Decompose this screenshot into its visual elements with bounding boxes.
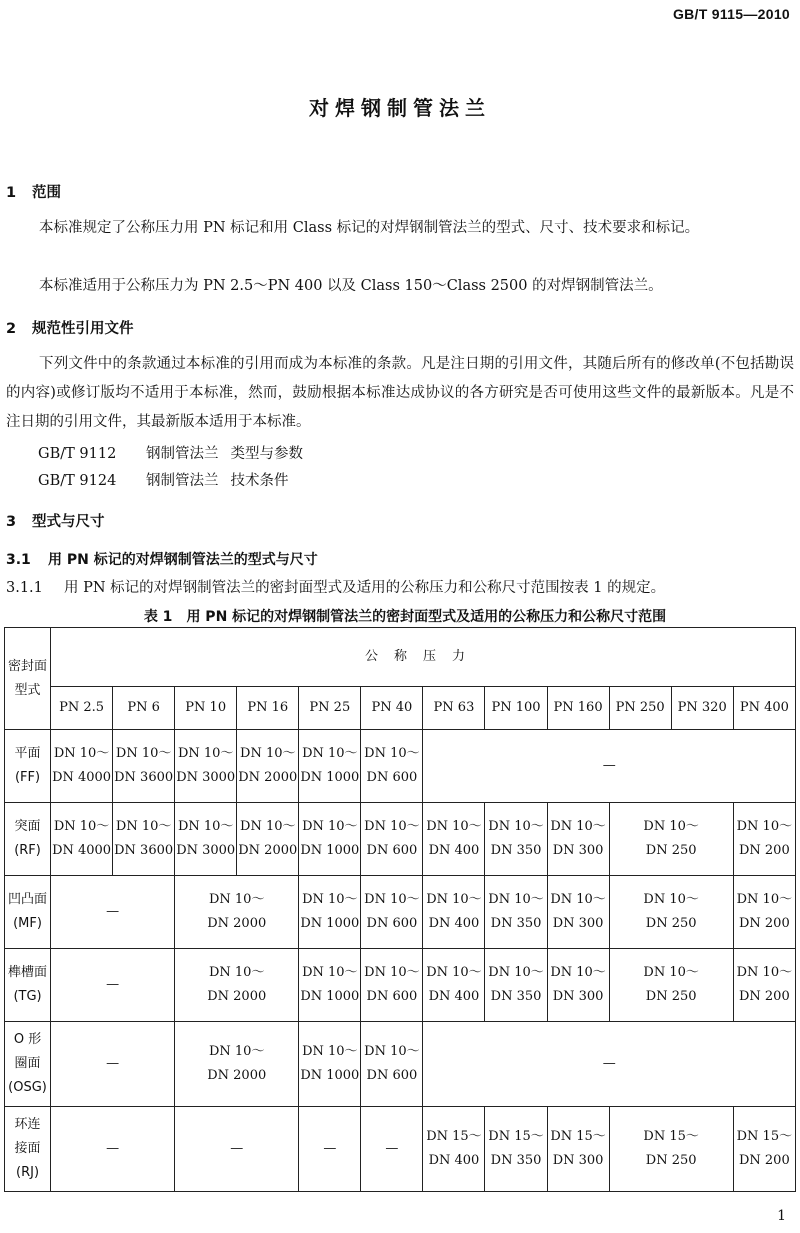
reference-subtitle: 类型与参数 bbox=[230, 446, 303, 462]
cell-text-line: DN 300 bbox=[552, 1153, 604, 1168]
cell-text-line: DN 10～ bbox=[643, 819, 699, 834]
cell-text-line: DN 10～ bbox=[488, 892, 544, 907]
range-cell bbox=[175, 949, 299, 1022]
pn-column-header: PN 320 bbox=[671, 687, 733, 730]
cell-text-line: DN 10～ bbox=[53, 819, 110, 834]
section-1-heading bbox=[6, 181, 61, 202]
cell-text-line: DN 200 bbox=[738, 843, 790, 858]
range-cell bbox=[299, 1022, 361, 1107]
not-applicable-cell: — bbox=[51, 949, 175, 1022]
range-cell bbox=[361, 876, 423, 949]
subsection-number: 3.1 bbox=[6, 552, 31, 568]
cell-text-line: DN 200 bbox=[738, 1153, 790, 1168]
range-cell bbox=[547, 949, 609, 1022]
reference-title: 钢制管法兰 bbox=[146, 473, 219, 489]
header-line: 密封面 bbox=[8, 658, 48, 674]
nominal-pressure-header: 公称压力 bbox=[51, 628, 796, 687]
range-cell bbox=[113, 803, 175, 876]
standard-code-header: GB/T 9115—2010 bbox=[672, 6, 790, 22]
pn-column-header: PN 40 bbox=[361, 687, 423, 730]
cell-text-line: DN 15～ bbox=[550, 1129, 606, 1144]
clause-text: 用 PN 标记的对焊钢制管法兰的密封面型式及适用的公称压力和公称尺寸范围按表 1 的规定。 bbox=[64, 580, 666, 596]
cell-text-line: DN 10～ bbox=[426, 819, 482, 834]
section-number: 2 bbox=[6, 321, 17, 337]
range-cell bbox=[609, 1107, 733, 1192]
cell-text-line: DN 10～ bbox=[364, 1044, 420, 1059]
range-cell bbox=[299, 803, 361, 876]
cell-text-line: DN 10～ bbox=[550, 965, 606, 980]
flange-range-table bbox=[4, 627, 796, 1192]
row-header bbox=[5, 1022, 51, 1107]
reference-code: GB/T 9124 bbox=[38, 473, 117, 489]
cell-text-line: DN 600 bbox=[366, 843, 418, 858]
cell-text-line: DN 400 bbox=[428, 1153, 480, 1168]
section-number: 3 bbox=[6, 514, 17, 530]
range-cell bbox=[485, 949, 547, 1022]
range-cell bbox=[423, 1107, 485, 1192]
cell-text-line: (TG) bbox=[13, 989, 42, 1004]
cell-text-line: DN 2000 bbox=[207, 916, 267, 931]
not-applicable-cell: — bbox=[51, 876, 175, 949]
range-cell bbox=[733, 876, 795, 949]
cell-text-line: DN 10～ bbox=[115, 819, 172, 834]
section-2-paragraph: 下列文件中的条款通过本标准的引用而成为本标准的条款。凡是注日期的引用文件，其随后所有的修改单(不包括勘误的内容)或修订版均不适用于本标准，然而，鼓励根据本标准达成协议的各方研究是否可使用这些文件的最新版本。凡是不注日期的引用文件，其最新版本适用于本标准。 bbox=[6, 356, 794, 430]
cell-text-line: (RJ) bbox=[16, 1165, 40, 1180]
cell-text-line: DN 3000 bbox=[176, 843, 236, 858]
cell-text-line: DN 10～ bbox=[302, 819, 358, 834]
header-line: 型式 bbox=[14, 682, 41, 698]
range-cell bbox=[361, 1022, 423, 1107]
cell-text-line: (RF) bbox=[14, 843, 41, 858]
pn-column-header: PN 2.5 bbox=[51, 687, 113, 730]
cell-text-line: 凹凸面 bbox=[8, 892, 48, 907]
cell-text-line: DN 10～ bbox=[364, 965, 420, 980]
cell-text-line: DN 250 bbox=[645, 843, 697, 858]
section-title: 规范性引用文件 bbox=[32, 321, 134, 337]
cell-text-line: DN 10～ bbox=[550, 892, 606, 907]
reference-title: 钢制管法兰 bbox=[146, 446, 219, 462]
range-cell bbox=[361, 803, 423, 876]
cell-text-line: 接面 bbox=[14, 1141, 41, 1156]
pn-column-header: PN 25 bbox=[299, 687, 361, 730]
not-applicable-cell: — bbox=[299, 1107, 361, 1192]
range-cell bbox=[423, 876, 485, 949]
not-applicable-cell: — bbox=[361, 1107, 423, 1192]
cell-text-line: DN 3600 bbox=[114, 843, 174, 858]
cell-text-line: DN 600 bbox=[366, 770, 418, 785]
not-applicable-cell: — bbox=[423, 1022, 796, 1107]
cell-text-line: DN 1000 bbox=[300, 770, 360, 785]
cell-text-line: (MF) bbox=[13, 916, 42, 931]
row-header bbox=[5, 949, 51, 1022]
range-cell bbox=[175, 730, 237, 803]
cell-text-line: DN 15～ bbox=[488, 1129, 544, 1144]
page-number: 1 bbox=[777, 1208, 786, 1224]
cell-text-line: DN 2000 bbox=[207, 989, 267, 1004]
range-cell bbox=[609, 803, 733, 876]
range-cell bbox=[485, 803, 547, 876]
cell-text-line: DN 10～ bbox=[426, 892, 482, 907]
pn-column-header: PN 160 bbox=[547, 687, 609, 730]
range-cell bbox=[175, 1022, 299, 1107]
cell-text-line: DN 1000 bbox=[300, 916, 360, 931]
cell-text-line: DN 10～ bbox=[177, 819, 234, 834]
table-title: 用 PN 标记的对焊钢制管法兰的密封面型式及适用的公称压力和公称尺寸范围 bbox=[186, 609, 667, 625]
cell-text-line: DN 300 bbox=[552, 989, 604, 1004]
range-cell bbox=[51, 730, 113, 803]
table-row-ff bbox=[5, 730, 796, 803]
range-cell bbox=[423, 949, 485, 1022]
range-cell bbox=[547, 1107, 609, 1192]
clause-3-1-1 bbox=[6, 576, 665, 597]
cell-text-line: (OSG) bbox=[8, 1080, 47, 1095]
cell-text-line: DN 15～ bbox=[736, 1129, 793, 1144]
cell-text-line: DN 600 bbox=[366, 916, 418, 931]
cell-text-line: DN 10～ bbox=[736, 965, 793, 980]
cell-text-line: DN 400 bbox=[428, 843, 480, 858]
cell-text-line: DN 10～ bbox=[302, 1044, 358, 1059]
cell-text-line: DN 10～ bbox=[208, 1044, 265, 1059]
subsection-title: 用 PN 标记的对焊钢制管法兰的型式与尺寸 bbox=[48, 552, 318, 568]
row-header bbox=[5, 876, 51, 949]
cell-text-line: DN 1000 bbox=[300, 1068, 360, 1083]
cell-text-line: DN 250 bbox=[645, 916, 697, 931]
cell-text-line: DN 10～ bbox=[240, 746, 296, 761]
table-row-mf bbox=[5, 876, 796, 949]
section-1-paragraph-1: 本标准规定了公称压力用 PN 标记和用 Class 标记的对焊钢制管法兰的型式、尺寸、技术要求和标记。 bbox=[39, 220, 700, 236]
pn-column-header: PN 63 bbox=[423, 687, 485, 730]
cell-text-line: DN 10～ bbox=[364, 892, 420, 907]
row-header bbox=[5, 1107, 51, 1192]
range-cell bbox=[733, 949, 795, 1022]
subsection-3-1-heading bbox=[6, 549, 318, 569]
table-row-rj bbox=[5, 1107, 796, 1192]
table-row-osg bbox=[5, 1022, 796, 1107]
cell-text-line: 突面 bbox=[14, 819, 41, 834]
cell-text-line: DN 250 bbox=[645, 989, 697, 1004]
cell-text-line: DN 10～ bbox=[736, 892, 793, 907]
cell-text-line: DN 10～ bbox=[208, 965, 265, 980]
table-number: 表 1 bbox=[143, 609, 173, 625]
cell-text-line: DN 4000 bbox=[52, 770, 112, 785]
cell-text-line: DN 600 bbox=[366, 1068, 418, 1083]
cell-text-line: 圈面 bbox=[14, 1056, 41, 1071]
cell-text-line: DN 10～ bbox=[364, 746, 420, 761]
pn-column-header: PN 6 bbox=[113, 687, 175, 730]
document-title: 对焊钢制管法兰 bbox=[309, 96, 491, 120]
reference-item bbox=[38, 469, 289, 490]
range-cell bbox=[237, 803, 299, 876]
cell-text-line: O 形 bbox=[13, 1032, 42, 1047]
range-cell bbox=[299, 876, 361, 949]
cell-text-line: DN 10～ bbox=[736, 819, 793, 834]
range-cell bbox=[361, 730, 423, 803]
table-row-rf bbox=[5, 803, 796, 876]
cell-text-line: DN 10～ bbox=[643, 892, 699, 907]
cell-text-line: DN 10～ bbox=[302, 892, 358, 907]
cell-text-line: DN 200 bbox=[738, 989, 790, 1004]
section-3-heading bbox=[6, 510, 105, 531]
range-cell bbox=[299, 730, 361, 803]
range-cell bbox=[609, 876, 733, 949]
not-applicable-cell: — bbox=[51, 1022, 175, 1107]
range-cell bbox=[733, 803, 795, 876]
cell-text-line: DN 350 bbox=[490, 989, 542, 1004]
cell-text-line: DN 10～ bbox=[364, 819, 420, 834]
pn-column-header: PN 100 bbox=[485, 687, 547, 730]
range-cell bbox=[175, 876, 299, 949]
cell-text-line: DN 350 bbox=[490, 843, 542, 858]
range-cell bbox=[175, 803, 237, 876]
range-cell bbox=[485, 876, 547, 949]
row-header bbox=[5, 803, 51, 876]
pn-column-header: PN 10 bbox=[175, 687, 237, 730]
section-title: 范围 bbox=[32, 185, 61, 201]
cell-text-line: DN 300 bbox=[552, 843, 604, 858]
reference-item bbox=[38, 442, 303, 463]
range-cell bbox=[547, 803, 609, 876]
clause-number: 3.1.1 bbox=[6, 580, 43, 596]
section-title: 型式与尺寸 bbox=[32, 514, 105, 530]
section-1-paragraph-2: 本标准适用于公称压力为 PN 2.5～PN 400 以及 Class 150～Class 2500 的对焊钢制管法兰。 bbox=[39, 278, 663, 294]
cell-text-line: DN 200 bbox=[738, 916, 790, 931]
range-cell bbox=[299, 949, 361, 1022]
cell-text-line: DN 10～ bbox=[643, 965, 699, 980]
cell-text-line: DN 10～ bbox=[208, 892, 265, 907]
row-header bbox=[5, 730, 51, 803]
range-cell bbox=[113, 730, 175, 803]
cell-text-line: DN 10～ bbox=[302, 965, 358, 980]
range-cell bbox=[237, 730, 299, 803]
cell-text-line: DN 3000 bbox=[176, 770, 236, 785]
range-cell bbox=[51, 803, 113, 876]
pn-column-header: PN 250 bbox=[609, 687, 671, 730]
range-cell bbox=[733, 1107, 795, 1192]
cell-text-line: DN 10～ bbox=[488, 965, 544, 980]
reference-subtitle: 技术条件 bbox=[230, 473, 289, 489]
cell-text-line: DN 2000 bbox=[207, 1068, 267, 1083]
cell-text-line: DN 350 bbox=[490, 1153, 542, 1168]
cell-text-line: DN 600 bbox=[366, 989, 418, 1004]
not-applicable-cell: — bbox=[51, 1107, 175, 1192]
cell-text-line: DN 15～ bbox=[426, 1129, 482, 1144]
cell-text-line: DN 10～ bbox=[115, 746, 172, 761]
range-cell bbox=[547, 876, 609, 949]
cell-text-line: DN 10～ bbox=[426, 965, 482, 980]
range-cell bbox=[485, 1107, 547, 1192]
cell-text-line: DN 2000 bbox=[238, 770, 298, 785]
table-row-tg bbox=[5, 949, 796, 1022]
cell-text-line: DN 3600 bbox=[114, 770, 174, 785]
cell-text-line: DN 400 bbox=[428, 989, 480, 1004]
pn-column-header: PN 400 bbox=[733, 687, 795, 730]
cell-text-line: DN 15～ bbox=[643, 1129, 699, 1144]
section-number: 1 bbox=[6, 185, 17, 201]
cell-text-line: DN 2000 bbox=[238, 843, 298, 858]
table-caption bbox=[0, 606, 800, 626]
pn-column-header: PN 16 bbox=[237, 687, 299, 730]
cell-text-line: DN 10～ bbox=[550, 819, 606, 834]
section-2-heading bbox=[6, 317, 134, 338]
cell-text-line: DN 300 bbox=[552, 916, 604, 931]
cell-text-line: DN 10～ bbox=[177, 746, 234, 761]
not-applicable-cell: — bbox=[423, 730, 796, 803]
cell-text-line: DN 350 bbox=[490, 916, 542, 931]
not-applicable-cell: — bbox=[175, 1107, 299, 1192]
cell-text-line: DN 1000 bbox=[300, 843, 360, 858]
reference-code: GB/T 9112 bbox=[38, 446, 117, 462]
cell-text-line: (FF) bbox=[14, 770, 41, 785]
cell-text-line: DN 10～ bbox=[240, 819, 296, 834]
cell-text-line: DN 10～ bbox=[53, 746, 110, 761]
range-cell bbox=[361, 949, 423, 1022]
range-cell bbox=[423, 803, 485, 876]
cell-text-line: DN 400 bbox=[428, 916, 480, 931]
cell-text-line: 环连 bbox=[14, 1117, 41, 1132]
table-corner-header bbox=[5, 628, 51, 730]
cell-text-line: DN 1000 bbox=[300, 989, 360, 1004]
cell-text-line: DN 10～ bbox=[488, 819, 544, 834]
range-cell bbox=[609, 949, 733, 1022]
cell-text-line: 榫槽面 bbox=[8, 965, 48, 980]
cell-text-line: DN 4000 bbox=[52, 843, 112, 858]
cell-text-line: DN 10～ bbox=[302, 746, 358, 761]
cell-text-line: DN 250 bbox=[645, 1153, 697, 1168]
cell-text-line: 平面 bbox=[14, 746, 41, 761]
